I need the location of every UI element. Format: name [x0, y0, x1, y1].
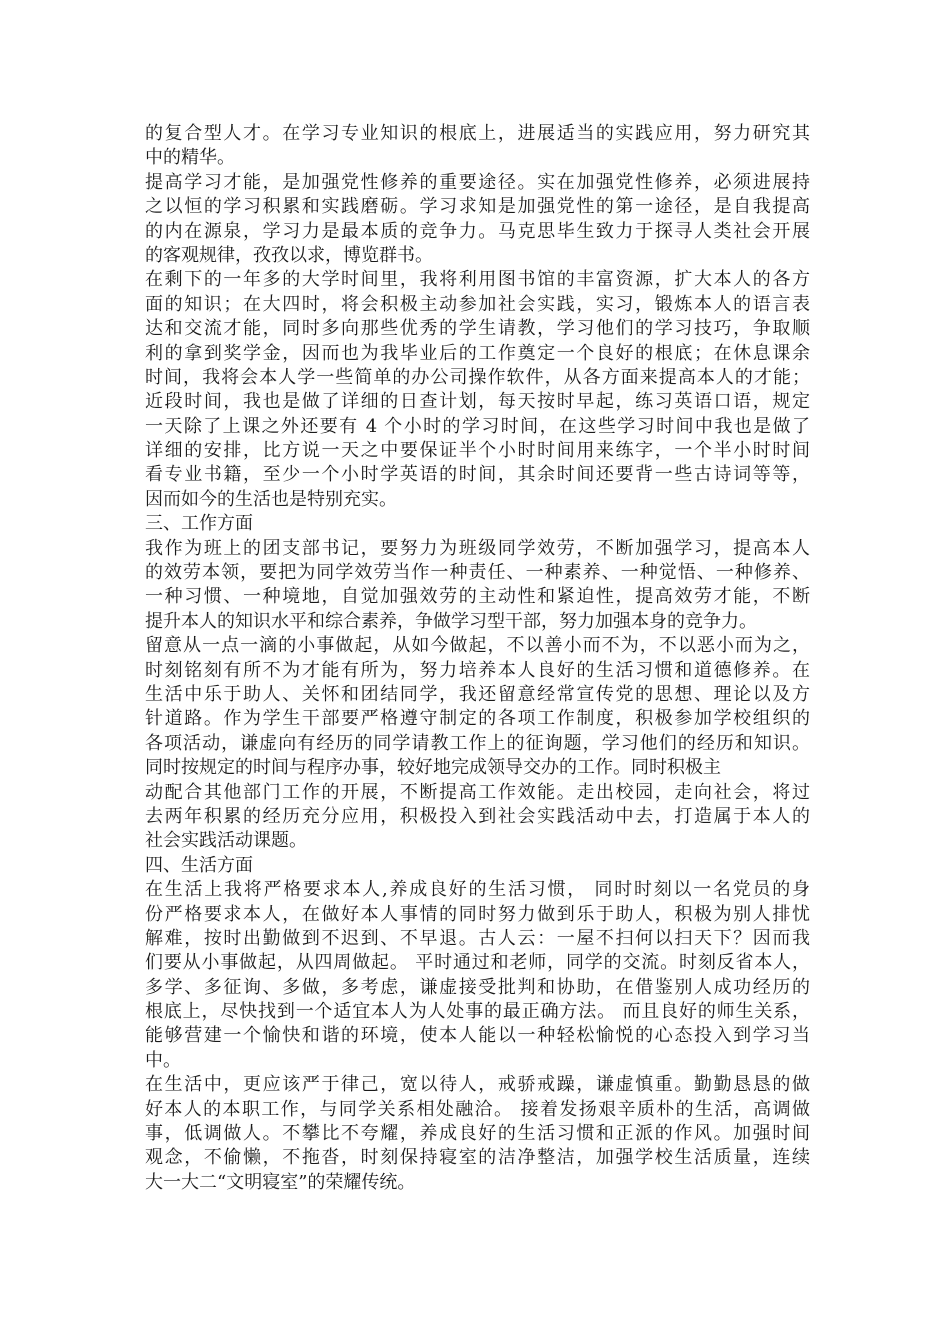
text-line: 一天除了上课之外还要有 4 个小时的学习时间，在这些学习时间中我也是做了: [145, 415, 810, 437]
text-line: 的客观规律，孜孜以求，博览群书。: [145, 244, 433, 266]
text-line: 利的拿到奖学金，因而也为我毕业后的工作奠定一个良好的根底；在休息课余: [145, 342, 810, 364]
text-line: 我作为班上的团支部书记，要努力为班级同学效劳，不断加强学习，提高本人: [145, 537, 810, 559]
text-line: 留意从一点一滴的小事做起，从如今做起，不以善小而不为，不以恶小而为之，: [145, 635, 810, 657]
text-line: 一种习惯、一种境地，自觉加强效劳的主动性和紧迫性，提高效劳才能，不断: [145, 586, 810, 608]
text-line: 能够营建一个愉快和谐的环境，使本人能以一种轻松愉悦的心态投入到学习当: [145, 1025, 810, 1047]
text-line: 在生活上我将严格要求本人,养成良好的生活习惯， 同时时刻以一名党员的身: [145, 879, 810, 901]
text-line: 解难，按时出勤做到不迟到、不早退。古人云：一屋不扫何以扫天下？因而我: [145, 927, 810, 949]
text-line: 因而如今的生活也是特别充实。: [145, 488, 397, 510]
text-line: 的复合型人才。在学习专业知识的根底上，进展适当的实践应用，努力研究其: [145, 123, 810, 144]
text-line: 各项活动，谦虚向有经历的同学请教工作上的征询题，学习他们的经历和知识。: [145, 732, 810, 754]
text-line: 详细的安排，比方说一天之中要保证半个小时时间用来练字，一个半小时时间: [145, 440, 810, 462]
text-line: 同时按规定的时间与程序办事，较好地完成领导交办的工作。同时积极主: [145, 757, 721, 779]
text-line: 提高学习才能，是加强党性修养的重要途径。实在加强党性修养，必须进展持: [145, 171, 810, 193]
text-line: 提升本人的知识水平和综合素养，争做学习型干部，努力加强本身的竞争力。: [145, 610, 757, 632]
text-line: 好本人的本职工作，与同学关系相处融洽。 接着发扬艰辛质朴的生活，高调做: [145, 1098, 810, 1120]
text-line: 大一大二“文明寝室”的荣耀传统。: [145, 1171, 416, 1193]
text-line: 生活中乐于助人、关怀和团结同学，我还留意经常宣传党的思想、理论以及方: [145, 683, 810, 705]
text-line: 看专业书籍，至少一个小时学英语的时间，其余时间还要背一些古诗词等等，: [145, 464, 810, 486]
text-line: 达和交流才能，同时多向那些优秀的学生请教，学习他们的学习技巧，争取顺: [145, 318, 810, 340]
text-line: 根底上，尽快找到一个适宜本人为人处事的最正确方法。 而且良好的师生关系，: [145, 1001, 810, 1023]
text-line: 时间，我将会本人学一些简单的办公司操作软件，从各方面来提高本人的才能；: [145, 366, 810, 388]
text-line: 中。: [145, 1049, 181, 1071]
text-line: 针道路。作为学生干部要严格遵守制定的各项工作制度，积极参加学校组织的: [145, 708, 810, 730]
text-line: 们要从小事做起，从四周做起。 平时通过和老师，同学的交流。时刻反省本人，: [145, 952, 810, 974]
text-line: 在生活中，更应该严于律己，宽以待人，戒骄戒躁，谦虚慎重。勤勤恳恳的做: [145, 1074, 810, 1096]
text-line: 的效劳本领，要把为同学效劳当作一种责任、一种素养、一种觉悟、一种修养、: [145, 562, 810, 584]
text-line: 份严格要求本人，在做好本人事情的同时努力做到乐于助人，积极为别人排忧: [145, 903, 810, 925]
text-line: 多学、多征询、多做，多考虑，谦虚接受批判和协助，在借鉴别人成功经历的: [145, 976, 810, 998]
text-line: 去两年积累的经历充分应用，积极投入到社会实践活动中去，打造属于本人的: [145, 805, 810, 827]
text-line: 近段时间，我也是做了详细的日查计划，每天按时早起，练习英语口语，规定: [145, 391, 810, 413]
text-line: 社会实践活动课题。: [145, 830, 307, 852]
text-line: 中的精华。: [145, 147, 235, 169]
text-line: 的内在源泉，学习力是最本质的竞争力。马克思毕生致力于探寻人类社会开展: [145, 220, 810, 242]
text-line: 四、生活方面: [145, 854, 253, 876]
document-body: [145, 122, 810, 1195]
text-line: 时刻铭刻有所不为才能有所为，努力培养本人良好的生活习惯和道德修养。在: [145, 659, 810, 681]
text-line: 三、工作方面: [145, 513, 253, 535]
text-line: 之以恒的学习积累和实践磨砺。学习求知是加强党性的第一途径，是自我提高: [145, 196, 810, 218]
text-line: 事，低调做人。不攀比不夸耀，养成良好的生活习惯和正派的作风。加强时间: [145, 1123, 810, 1145]
text-line: 观念，不偷懒，不拖沓，时刻保持寝室的洁净整洁，加强学校生活质量，连续: [145, 1147, 810, 1169]
text-line: 动配合其他部门工作的开展，不断提高工作效能。走出校园，走向社会，将过: [145, 781, 810, 803]
text-line: 面的知识；在大四时，将会积极主动参加社会实践，实习，锻炼本人的语言表: [145, 293, 810, 315]
text-line: 在剩下的一年多的大学时间里，我将利用图书馆的丰富资源，扩大本人的各方: [145, 269, 810, 291]
